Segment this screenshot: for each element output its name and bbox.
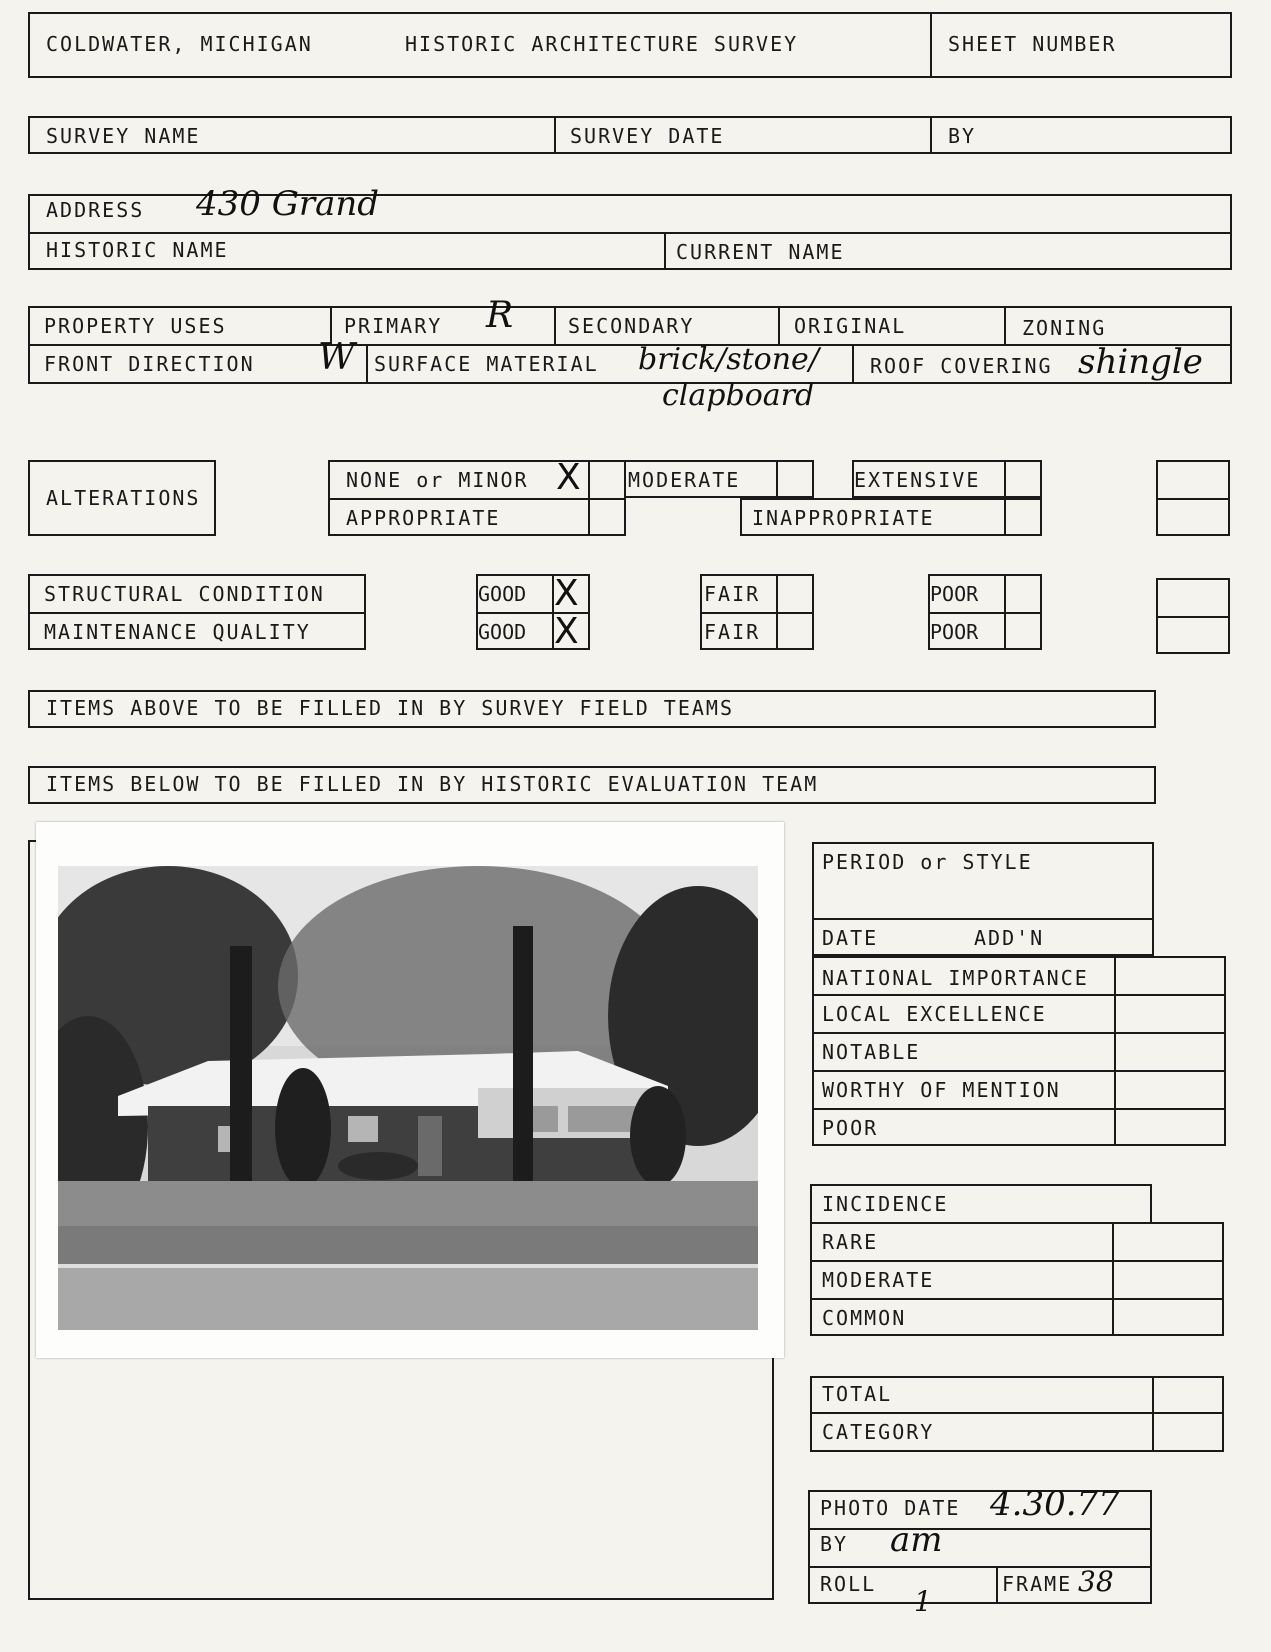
importance-row-divider-4 (812, 1108, 1226, 1110)
identity-divider (28, 232, 1232, 234)
header-city: COLDWATER, MICHIGAN (46, 32, 313, 56)
survey-divider-2 (930, 116, 932, 154)
incidence-row-divider-2 (810, 1298, 1224, 1300)
current-name-divider (664, 232, 666, 270)
roll-label: ROLL (820, 1572, 877, 1596)
inappropriate-checkbox[interactable] (1006, 500, 1040, 534)
none-minor-label: NONE or MINOR (346, 468, 529, 492)
sheet-number-label: SHEET NUMBER (948, 32, 1117, 56)
secondary-label: SECONDARY (568, 314, 695, 338)
photo-by-value: am (890, 1520, 943, 1560)
header-title: HISTORIC ARCHITECTURE SURVEY (405, 32, 799, 56)
condition-label-divider (28, 612, 366, 614)
frame-divider (996, 1566, 998, 1604)
totals-value-divider (1152, 1376, 1154, 1452)
total-label: TOTAL (822, 1382, 893, 1406)
address-value: 430 Grand (196, 184, 380, 224)
photo-date-value: 4.30.77 (990, 1484, 1120, 1524)
secondary-divider (554, 306, 556, 344)
survey-by-label: BY (948, 124, 977, 148)
front-direction-label: FRONT DIRECTION (44, 352, 255, 376)
totals-row-divider (810, 1412, 1224, 1414)
property-divider (28, 344, 1232, 346)
primary-value: R (486, 295, 514, 336)
importance-value-divider (1114, 956, 1116, 1146)
alterations-score-divider (1156, 498, 1230, 500)
maintenance-good-checkbox[interactable]: X (554, 611, 579, 652)
historic-name-label: HISTORIC NAME (46, 238, 229, 262)
date-divider (812, 918, 1154, 920)
structural-fair-label: FAIR (704, 582, 761, 606)
roof-covering-value: shingle (1078, 342, 1203, 382)
alterations-label: ALTERATIONS (46, 486, 201, 510)
roof-covering-label: ROOF COVERING (870, 354, 1053, 378)
notable-label: NOTABLE (822, 1040, 921, 1064)
header-divider (930, 12, 932, 78)
incidence-value-divider (1112, 1222, 1114, 1336)
moderate-incidence-label: MODERATE (822, 1268, 935, 1292)
current-name-label: CURRENT NAME (676, 240, 845, 264)
frame-label: FRAME (1002, 1572, 1073, 1596)
importance-row-divider-1 (812, 994, 1226, 996)
none-minor-checkbox[interactable]: X (556, 457, 581, 498)
photo-date-label: PHOTO DATE (820, 1496, 961, 1520)
structural-good-checkbox[interactable]: X (554, 573, 579, 614)
addn-label: ADD'N (974, 926, 1045, 950)
rare-label: RARE (822, 1230, 879, 1254)
extensive-label: EXTENSIVE (854, 468, 981, 492)
date-label: DATE (822, 926, 879, 950)
property-uses-label: PROPERTY USES (44, 314, 227, 338)
original-divider (778, 306, 780, 344)
moderate-checkbox[interactable] (778, 462, 812, 496)
structural-fair-checkbox[interactable] (778, 576, 812, 610)
photo-info-row-divider-1 (808, 1528, 1152, 1530)
maintenance-quality-label: MAINTENANCE QUALITY (44, 620, 311, 644)
moderate-label: MODERATE (628, 468, 741, 492)
maintenance-fair-label: FAIR (704, 620, 761, 644)
inappropriate-label: INAPPROPRIATE (752, 506, 935, 530)
common-label: COMMON (822, 1306, 907, 1330)
survey-divider-1 (554, 116, 556, 154)
structural-condition-label: STRUCTURAL CONDITION (44, 582, 325, 606)
zoning-label: ZONING (1022, 316, 1107, 340)
zoning-divider (1004, 306, 1006, 344)
structural-poor-checkbox[interactable] (1006, 576, 1040, 610)
surface-material-value-1: brick/stone/ (638, 342, 819, 377)
appropriate-checkbox[interactable] (590, 500, 624, 534)
survey-name-label: SURVEY NAME (46, 124, 201, 148)
maintenance-good-label: GOOD (478, 620, 527, 644)
field-teams-note: ITEMS ABOVE TO BE FILLED IN BY SURVEY FIELD TEAMS (46, 696, 735, 720)
surface-divider (366, 344, 368, 384)
importance-row-divider-3 (812, 1070, 1226, 1072)
maintenance-poor-label: POOR (930, 620, 979, 644)
maintenance-fair-checkbox[interactable] (778, 614, 812, 648)
surface-material-label: SURFACE MATERIAL (374, 352, 599, 376)
house-photo (58, 866, 758, 1330)
frame-value: 38 (1078, 1565, 1114, 1598)
national-importance-label: NATIONAL IMPORTANCE (822, 966, 1089, 990)
original-label: ORIGINAL (794, 314, 907, 338)
incidence-row-divider-1 (810, 1260, 1224, 1262)
appropriate-label: APPROPRIATE (346, 506, 501, 530)
alterations-left-divider (328, 498, 626, 500)
structural-poor-label: POOR (930, 582, 979, 606)
roll-value: 1 (914, 1585, 932, 1618)
importance-row-divider-2 (812, 1032, 1226, 1034)
front-direction-value: W (318, 337, 356, 378)
roof-divider (852, 344, 854, 384)
local-excellence-label: LOCAL EXCELLENCE (822, 1002, 1047, 1026)
structural-good-label: GOOD (478, 582, 527, 606)
address-label: ADDRESS (46, 198, 145, 222)
category-label: CATEGORY (822, 1420, 935, 1444)
maintenance-poor-checkbox[interactable] (1006, 614, 1040, 648)
condition-score-divider (1156, 616, 1230, 618)
primary-label: PRIMARY (344, 314, 443, 338)
incidence-label: INCIDENCE (822, 1192, 949, 1216)
worthy-of-mention-label: WORTHY OF MENTION (822, 1078, 1061, 1102)
house-photo-svg (58, 866, 758, 1330)
photo-by-label: BY (820, 1532, 849, 1556)
evaluation-team-note: ITEMS BELOW TO BE FILLED IN BY HISTORIC EVALUATION TEAM (46, 772, 819, 796)
extensive-checkbox[interactable] (1006, 462, 1040, 496)
survey-date-label: SURVEY DATE (570, 124, 725, 148)
poor-rating-label: POOR (822, 1116, 879, 1140)
period-style-label: PERIOD or STYLE (822, 850, 1033, 874)
surface-material-value-2: clapboard (662, 378, 815, 413)
